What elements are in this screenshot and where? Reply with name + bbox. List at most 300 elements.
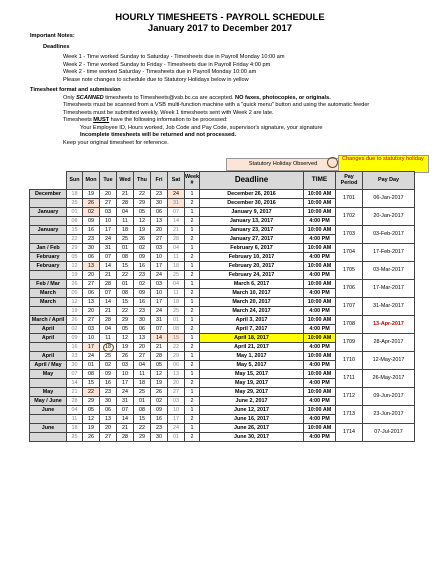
day-cell: 31 bbox=[100, 243, 117, 252]
day-cell: 23 bbox=[151, 189, 168, 198]
time-cell: 10:00 AM bbox=[304, 297, 336, 306]
day-cell: 18 bbox=[168, 297, 185, 306]
pay-period-cell: 1710 bbox=[336, 351, 363, 369]
day-cell: 26 bbox=[151, 387, 168, 396]
day-cell: 19 bbox=[83, 423, 100, 432]
day-cell: 07 bbox=[117, 405, 134, 414]
format-note: Timesheets must be scanned from a VSB multi-function machine with a "quick menu" button and using the automatic feeder bbox=[63, 102, 370, 108]
day-cell: 28 bbox=[67, 396, 83, 405]
day-cell: 20 bbox=[168, 378, 185, 387]
month-cell bbox=[30, 342, 67, 351]
day-cell: 05 bbox=[67, 252, 83, 261]
deadline-cell: April 3, 2017 bbox=[200, 315, 304, 324]
day-cell: 10 bbox=[151, 252, 168, 261]
day-cell: 19 bbox=[83, 189, 100, 198]
day-cell: 22 bbox=[67, 234, 83, 243]
day-cell: 03 bbox=[117, 360, 134, 369]
pay-day-cell: 13-Apr-2017 bbox=[363, 315, 415, 333]
day-cell: 03 bbox=[83, 324, 100, 333]
month-cell: March bbox=[30, 288, 67, 297]
day-cell: 22 bbox=[134, 189, 151, 198]
pay-period-cell: 1708 bbox=[336, 315, 363, 333]
month-cell bbox=[30, 414, 67, 423]
pay-period-cell: 1713 bbox=[336, 405, 363, 423]
deadline-cell: May 5, 2017 bbox=[200, 360, 304, 369]
day-cell: 02 bbox=[100, 360, 117, 369]
day-cell: 12 bbox=[83, 414, 100, 423]
day-cell: 30 bbox=[134, 315, 151, 324]
day-cell: 07 bbox=[168, 207, 185, 216]
day-cell: 30 bbox=[83, 243, 100, 252]
day-cell: 26 bbox=[67, 279, 83, 288]
time-cell: 10:00 AM bbox=[304, 423, 336, 432]
day-cell: 29 bbox=[83, 396, 100, 405]
deadline-cell: December 30, 2016 bbox=[200, 198, 304, 207]
day-cell: 16 bbox=[83, 225, 100, 234]
month-cell: April bbox=[30, 351, 67, 360]
month-cell bbox=[30, 306, 67, 315]
day-cell: 16 bbox=[100, 378, 117, 387]
day-cell: 26 bbox=[83, 432, 100, 441]
day-cell: 02 bbox=[134, 243, 151, 252]
day-cell: 15 bbox=[134, 414, 151, 423]
time-cell: 10:00 AM bbox=[304, 387, 336, 396]
week-cell: 1 bbox=[185, 405, 200, 414]
month-cell: January bbox=[30, 207, 67, 216]
day-cell: 05 bbox=[151, 360, 168, 369]
day-cell: 02 bbox=[83, 207, 100, 216]
deadline-cell: January 27, 2017 bbox=[200, 234, 304, 243]
month-cell bbox=[30, 378, 67, 387]
day-cell: 04 bbox=[117, 207, 134, 216]
day-cell: 08 bbox=[117, 288, 134, 297]
week-cell: 1 bbox=[185, 189, 200, 198]
day-cell: 30 bbox=[151, 198, 168, 207]
day-cell: 25 bbox=[168, 270, 185, 279]
day-cell: 09 bbox=[100, 369, 117, 378]
col-pay-day: Pay Day bbox=[363, 172, 415, 190]
day-cell: 27 bbox=[83, 315, 100, 324]
time-cell: 4:00 PM bbox=[304, 360, 336, 369]
must-detail: Your Employee ID, Hours worked, Job Code and Pay Code, supervisor's signature, your signature bbox=[80, 124, 323, 131]
month-cell: March / April bbox=[30, 315, 67, 324]
day-cell: 18 bbox=[67, 189, 83, 198]
day-cell: 23 bbox=[134, 306, 151, 315]
day-cell: 13 bbox=[134, 333, 151, 342]
day-cell: 07 bbox=[67, 369, 83, 378]
day-cell: 27 bbox=[134, 351, 151, 360]
col-pay-period: Pay Period bbox=[336, 172, 363, 190]
day-cell: 28 bbox=[151, 351, 168, 360]
month-cell bbox=[30, 432, 67, 441]
day-cell: 15 bbox=[117, 261, 134, 270]
week-cell: 2 bbox=[185, 198, 200, 207]
day-cell: 14 bbox=[151, 333, 168, 342]
table-row bbox=[30, 333, 415, 342]
day-cell: 19 bbox=[67, 306, 83, 315]
must-note-em: MUST bbox=[93, 117, 110, 123]
month-cell bbox=[30, 270, 67, 279]
table-row bbox=[30, 423, 415, 432]
day-cell: 09 bbox=[67, 333, 83, 342]
time-cell: 4:00 PM bbox=[304, 306, 336, 315]
day-cell: 23 bbox=[151, 423, 168, 432]
format-heading: Timesheet format and submission bbox=[30, 87, 121, 93]
table-row bbox=[30, 225, 415, 234]
day-cell: 19 bbox=[117, 342, 134, 351]
deadline-cell: February 6, 2017 bbox=[200, 243, 304, 252]
month-cell: February bbox=[30, 252, 67, 261]
table-row bbox=[30, 405, 415, 414]
day-cell: 17 bbox=[151, 261, 168, 270]
day-cell: 09 bbox=[134, 288, 151, 297]
day-cell: 12 bbox=[117, 333, 134, 342]
day-cell: 26 bbox=[67, 315, 83, 324]
day-cell: 11 bbox=[168, 288, 185, 297]
day-cell: 16 bbox=[151, 414, 168, 423]
deadline-cell: June 16, 2017 bbox=[200, 414, 304, 423]
week-cell: 1 bbox=[185, 351, 200, 360]
day-cell: 11 bbox=[100, 333, 117, 342]
day-cell: 02 bbox=[67, 324, 83, 333]
col-sun: Sun bbox=[67, 172, 83, 190]
day-cell: 13 bbox=[151, 216, 168, 225]
time-cell: 10:00 AM bbox=[304, 198, 336, 207]
day-cell: 22 bbox=[83, 387, 100, 396]
col-mon: Mon bbox=[83, 172, 100, 190]
col-time: TIME bbox=[304, 172, 336, 190]
day-cell: 10 bbox=[151, 288, 168, 297]
deadline-cell: June 12, 2017 bbox=[200, 405, 304, 414]
deadline-cell: April 7, 2017 bbox=[200, 324, 304, 333]
col-week: Week # bbox=[185, 172, 200, 190]
table-row bbox=[30, 189, 415, 198]
table-row bbox=[30, 279, 415, 288]
pay-period-cell: 1701 bbox=[336, 189, 363, 207]
day-cell: 12 bbox=[151, 369, 168, 378]
table-row bbox=[30, 315, 415, 324]
day-cell: 01 bbox=[117, 279, 134, 288]
day-cell: 12 bbox=[134, 216, 151, 225]
week-cell: 1 bbox=[185, 225, 200, 234]
time-cell: 10:00 AM bbox=[304, 279, 336, 288]
day-cell: 06 bbox=[134, 324, 151, 333]
deadline-cell: February 20, 2017 bbox=[200, 261, 304, 270]
day-cell: 14 bbox=[67, 378, 83, 387]
scanned-note-pre: Only bbox=[63, 94, 77, 101]
day-cell: 23 bbox=[83, 234, 100, 243]
day-cell: 03 bbox=[100, 207, 117, 216]
deadline-cell: June 2, 2017 bbox=[200, 396, 304, 405]
day-cell: 18 bbox=[67, 423, 83, 432]
pay-day-cell: 06-Jan-2017 bbox=[363, 189, 415, 207]
table-row bbox=[30, 261, 415, 270]
day-cell: 27 bbox=[168, 387, 185, 396]
time-cell: 4:00 PM bbox=[304, 234, 336, 243]
week-cell: 1 bbox=[185, 315, 200, 324]
month-cell: June bbox=[30, 405, 67, 414]
day-cell: 05 bbox=[83, 405, 100, 414]
deadline-cell: December 26, 2016 bbox=[200, 189, 304, 198]
day-cell: 22 bbox=[168, 342, 185, 351]
week-cell: 2 bbox=[185, 342, 200, 351]
day-cell: 28 bbox=[117, 432, 134, 441]
week-cell: 1 bbox=[185, 243, 200, 252]
table-header-row bbox=[30, 172, 415, 190]
day-cell: 20 bbox=[134, 342, 151, 351]
keep-note: Keep your original timesheet for reference. bbox=[63, 139, 169, 146]
day-cell: 13 bbox=[168, 369, 185, 378]
deadline-cell: June 26, 2017 bbox=[200, 423, 304, 432]
table-row bbox=[30, 369, 415, 378]
day-cell: 16 bbox=[67, 342, 83, 351]
pay-day-cell: 20-Jan-2017 bbox=[363, 207, 415, 225]
day-cell: 06 bbox=[100, 405, 117, 414]
month-cell: April / May bbox=[30, 360, 67, 369]
page-title: HOURLY TIMESHEETS - PAYROLL SCHEDULE bbox=[115, 12, 325, 23]
deadline-cell: February 10, 2017 bbox=[200, 252, 304, 261]
col-tue: Tue bbox=[100, 172, 117, 190]
month-cell bbox=[30, 216, 67, 225]
day-cell: 06 bbox=[168, 360, 185, 369]
important-notes-heading: Important Notes: bbox=[30, 33, 75, 39]
day-cell: 03 bbox=[168, 396, 185, 405]
day-cell: 24 bbox=[100, 234, 117, 243]
day-cell: 06 bbox=[83, 252, 100, 261]
day-cell: 15 bbox=[67, 225, 83, 234]
day-cell: 26 bbox=[83, 198, 100, 207]
week-cell: 2 bbox=[185, 216, 200, 225]
day-cell: 30 bbox=[151, 432, 168, 441]
page-subtitle: January 2017 to December 2017 bbox=[147, 23, 293, 34]
day-cell: 15 bbox=[117, 297, 134, 306]
table-row bbox=[30, 243, 415, 252]
week-cell: 2 bbox=[185, 288, 200, 297]
day-cell: 25 bbox=[134, 387, 151, 396]
day-cell: 19 bbox=[151, 378, 168, 387]
pay-day-cell: 07-Jul-2017 bbox=[363, 423, 415, 441]
month-cell: May bbox=[30, 387, 67, 396]
day-cell: 05 bbox=[117, 324, 134, 333]
day-cell: 13 bbox=[83, 297, 100, 306]
week-cell: 1 bbox=[185, 387, 200, 396]
day-cell: 17 bbox=[100, 225, 117, 234]
month-cell: May bbox=[30, 369, 67, 378]
day-cell: 28 bbox=[168, 234, 185, 243]
pay-day-cell: 03-Mar-2017 bbox=[363, 261, 415, 279]
day-cell: 11 bbox=[134, 369, 151, 378]
day-cell: 31 bbox=[117, 396, 134, 405]
day-cell: 11 bbox=[117, 216, 134, 225]
time-cell: 10:00 AM bbox=[304, 189, 336, 198]
pay-period-cell: 1705 bbox=[336, 261, 363, 279]
deadline-cell: May 15, 2017 bbox=[200, 369, 304, 378]
week-cell: 1 bbox=[185, 207, 200, 216]
col-wed: Wed bbox=[117, 172, 134, 190]
day-cell: 21 bbox=[168, 225, 185, 234]
day-cell: 20 bbox=[100, 189, 117, 198]
deadline-cell: May 19, 2017 bbox=[200, 378, 304, 387]
time-cell: 10:00 AM bbox=[304, 405, 336, 414]
deadline-cell: March 6, 2017 bbox=[200, 279, 304, 288]
day-cell: 03 bbox=[151, 243, 168, 252]
month-cell: April bbox=[30, 324, 67, 333]
scanned-note-em: SCANNED bbox=[76, 94, 104, 101]
day-cell: 01 bbox=[168, 432, 185, 441]
time-cell: 10:00 AM bbox=[304, 243, 336, 252]
day-cell: 10 bbox=[83, 333, 100, 342]
day-cell: 18 bbox=[134, 378, 151, 387]
day-cell: 14 bbox=[100, 297, 117, 306]
statutory-holiday-legend: Statutory Holiday Observed bbox=[226, 158, 340, 171]
month-cell: June bbox=[30, 423, 67, 432]
pay-period-cell: 1711 bbox=[336, 369, 363, 387]
day-cell: 08 bbox=[83, 369, 100, 378]
day-cell: 26 bbox=[117, 351, 134, 360]
month-cell bbox=[30, 234, 67, 243]
month-cell: May / June bbox=[30, 396, 67, 405]
day-cell: 18 bbox=[117, 225, 134, 234]
changes-legend: Changes due to statutory holiday bbox=[338, 155, 429, 173]
day-cell: 28 bbox=[117, 198, 134, 207]
month-cell: January bbox=[30, 225, 67, 234]
week-cell: 1 bbox=[185, 333, 200, 342]
pay-period-cell: 1702 bbox=[336, 207, 363, 225]
deadline-cell: February 24, 2017 bbox=[200, 270, 304, 279]
day-cell: 22 bbox=[117, 306, 134, 315]
day-cell: 19 bbox=[67, 270, 83, 279]
time-cell: 4:00 PM bbox=[304, 270, 336, 279]
day-cell: 23 bbox=[100, 387, 117, 396]
day-cell: 08 bbox=[117, 252, 134, 261]
scanned-note-bold: NO faxes, photocopies, or originals. bbox=[235, 94, 331, 101]
month-cell: Jan / Feb bbox=[30, 243, 67, 252]
must-note-pre: Timesheets bbox=[63, 117, 94, 123]
week-cell: 2 bbox=[185, 414, 200, 423]
day-cell: 10 bbox=[100, 216, 117, 225]
day-cell: 30 bbox=[67, 360, 83, 369]
day-cell: 07 bbox=[100, 252, 117, 261]
day-cell: 11 bbox=[67, 414, 83, 423]
day-cell: 29 bbox=[134, 198, 151, 207]
time-cell: 4:00 PM bbox=[304, 324, 336, 333]
col-thu: Thu bbox=[134, 172, 151, 190]
week-cell: 1 bbox=[185, 279, 200, 288]
time-cell: 4:00 PM bbox=[304, 432, 336, 441]
day-cell: 06 bbox=[151, 207, 168, 216]
day-cell: 07 bbox=[151, 324, 168, 333]
day-cell: 17 bbox=[151, 297, 168, 306]
day-cell: 20 bbox=[100, 423, 117, 432]
table-row bbox=[30, 207, 415, 216]
pay-period-cell: 1712 bbox=[336, 387, 363, 405]
deadline-cell: May 1, 2017 bbox=[200, 351, 304, 360]
day-cell: 01 bbox=[134, 396, 151, 405]
day-cell: 06 bbox=[83, 288, 100, 297]
month-cell bbox=[30, 198, 67, 207]
pay-day-cell: 17-Feb-2017 bbox=[363, 243, 415, 261]
deadline-cell: May 29, 2017 bbox=[200, 387, 304, 396]
day-cell: 30 bbox=[100, 396, 117, 405]
deadline-cell: March 10, 2017 bbox=[200, 288, 304, 297]
day-cell: 17 bbox=[117, 378, 134, 387]
deadline-cell: April 18, 2017 bbox=[200, 333, 304, 342]
deadline-cell: June 30, 2017 bbox=[200, 432, 304, 441]
pay-period-cell: 1706 bbox=[336, 279, 363, 297]
pay-period-cell: 1707 bbox=[336, 297, 363, 315]
day-cell: 28 bbox=[100, 315, 117, 324]
day-cell: 08 bbox=[134, 405, 151, 414]
day-cell: 09 bbox=[151, 405, 168, 414]
day-cell: 19 bbox=[134, 225, 151, 234]
month-cell: February bbox=[30, 261, 67, 270]
day-cell: 11 bbox=[168, 252, 185, 261]
time-cell: 10:00 AM bbox=[304, 225, 336, 234]
day-cell: 23 bbox=[134, 270, 151, 279]
day-cell: 05 bbox=[134, 207, 151, 216]
time-cell: 4:00 PM bbox=[304, 342, 336, 351]
deadline-cell: January 13, 2017 bbox=[200, 216, 304, 225]
time-cell: 4:00 PM bbox=[304, 378, 336, 387]
day-cell: 21 bbox=[100, 306, 117, 315]
month-cell: March bbox=[30, 297, 67, 306]
day-cell: 01 bbox=[168, 315, 185, 324]
day-cell: 27 bbox=[151, 234, 168, 243]
day-cell: 18 bbox=[100, 342, 117, 351]
important-notes bbox=[30, 33, 430, 147]
day-cell: 31 bbox=[168, 198, 185, 207]
day-cell: 12 bbox=[67, 261, 83, 270]
day-cell: 14 bbox=[168, 216, 185, 225]
time-cell: 4:00 PM bbox=[304, 252, 336, 261]
week-cell: 1 bbox=[185, 423, 200, 432]
deadline-cell: March 20, 2017 bbox=[200, 297, 304, 306]
day-cell: 04 bbox=[168, 279, 185, 288]
day-cell: 02 bbox=[151, 396, 168, 405]
deadlines-heading: Deadlines bbox=[43, 43, 70, 50]
must-note bbox=[30, 117, 430, 125]
time-cell: 4:00 PM bbox=[304, 396, 336, 405]
table-row bbox=[30, 387, 415, 396]
pay-period-cell: 1709 bbox=[336, 333, 363, 351]
day-cell: 26 bbox=[134, 234, 151, 243]
week-cell: 2 bbox=[185, 432, 200, 441]
day-cell: 25 bbox=[117, 234, 134, 243]
payroll-schedule-table bbox=[29, 171, 415, 442]
day-cell: 31 bbox=[151, 315, 168, 324]
deadline-note: Week 2 - time worked Saturday - Timesheets due in Payroll Monday 10:00 am bbox=[63, 69, 257, 75]
pay-day-cell: 23-Jun-2017 bbox=[363, 405, 415, 423]
day-cell: 22 bbox=[134, 423, 151, 432]
day-cell: 04 bbox=[67, 405, 83, 414]
day-cell: 14 bbox=[100, 261, 117, 270]
day-cell: 29 bbox=[168, 351, 185, 360]
table-row bbox=[30, 351, 415, 360]
circle-marker-icon bbox=[327, 157, 338, 168]
must-note-post: have the following information to be processed: bbox=[109, 117, 228, 123]
day-cell: 08 bbox=[168, 324, 185, 333]
col-sat: Sat bbox=[168, 172, 185, 190]
day-cell: 25 bbox=[100, 351, 117, 360]
pay-day-cell: 28-Apr-2017 bbox=[363, 333, 415, 351]
day-cell: 24 bbox=[168, 189, 185, 198]
day-cell: 13 bbox=[100, 414, 117, 423]
day-cell: 01 bbox=[117, 243, 134, 252]
day-cell: 22 bbox=[117, 270, 134, 279]
day-cell: 04 bbox=[168, 243, 185, 252]
month-cell: December bbox=[30, 189, 67, 198]
pay-period-cell: 1704 bbox=[336, 243, 363, 261]
